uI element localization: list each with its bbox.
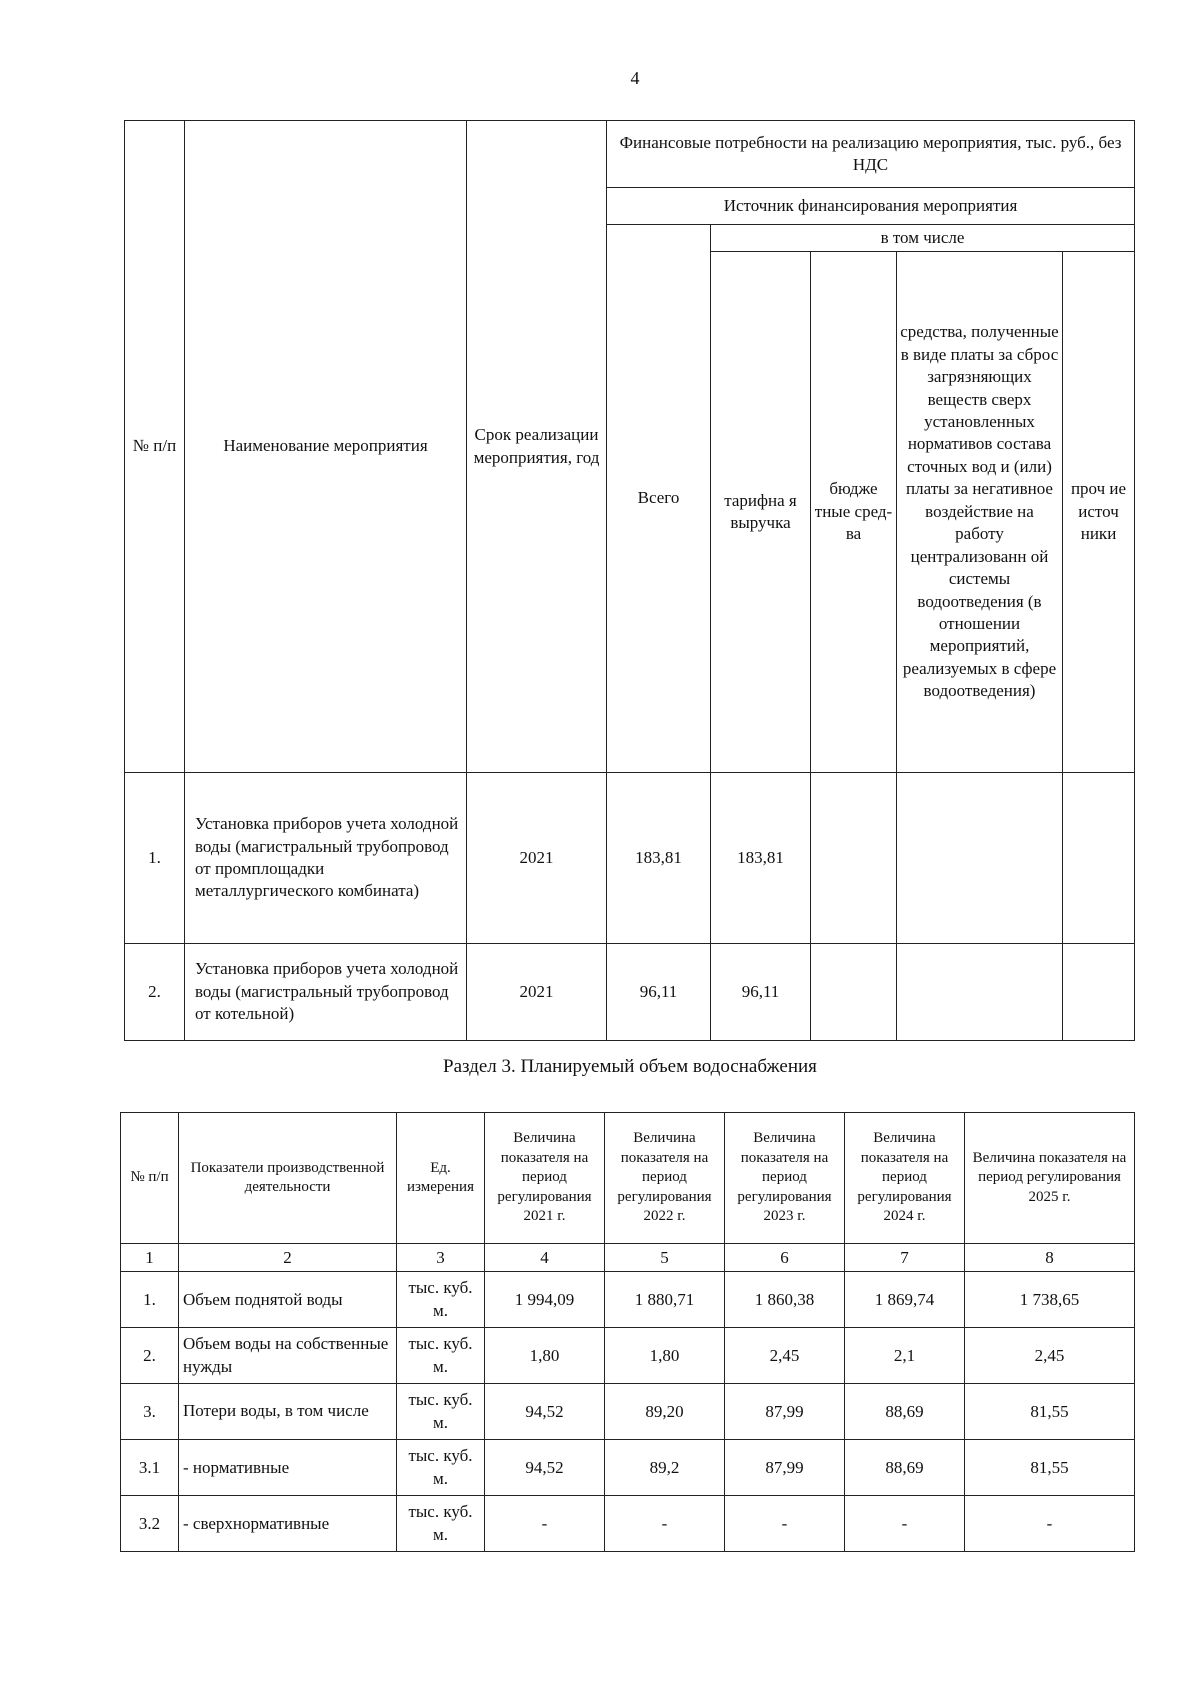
header-source: Источник финансирования мероприятия bbox=[607, 188, 1135, 225]
row-num: 3.2 bbox=[121, 1496, 179, 1552]
header-indicator: Показатели производственной деятельности bbox=[179, 1113, 397, 1244]
row-total: 183,81 bbox=[607, 773, 711, 944]
row-unit: тыс. куб. м. bbox=[397, 1328, 485, 1384]
header-unit: Ед. измерения bbox=[397, 1113, 485, 1244]
row-value-2024: - bbox=[845, 1496, 965, 1552]
row-value-2024: 88,69 bbox=[845, 1440, 965, 1496]
row-fees bbox=[897, 773, 1063, 944]
row-year: 2021 bbox=[467, 773, 607, 944]
row-name: Установка приборов учета холодной воды (магистральный трубопровод от котельной) bbox=[185, 944, 467, 1041]
row-value-2021: - bbox=[485, 1496, 605, 1552]
row-value-2021: 1,80 bbox=[485, 1328, 605, 1384]
row-value-2023: 87,99 bbox=[725, 1384, 845, 1440]
row-indicator: Объем поднятой воды bbox=[179, 1272, 397, 1328]
header-fees: средства, полученные в виде платы за сброс загрязняющих веществ сверх установленных нормативов состава сточных вод и (или) платы за негативное воздействие на работу централизованн ой системы водоотведения (в отношении мероприятий, реализуемых в сфере водоотведения) bbox=[897, 252, 1063, 773]
col-number: 2 bbox=[179, 1244, 397, 1272]
table-row bbox=[125, 944, 1135, 1041]
row-value-2023: 87,99 bbox=[725, 1440, 845, 1496]
row-unit: тыс. куб. м. bbox=[397, 1384, 485, 1440]
row-num: 1. bbox=[125, 773, 185, 944]
header-fin-needs: Финансовые потребности на реализацию мероприятия, тыс. руб., без НДС bbox=[607, 121, 1135, 188]
row-name: Установка приборов учета холодной воды (магистральный трубопровод от промплощадки металлургического комбината) bbox=[185, 773, 467, 944]
header-num: № п/п bbox=[125, 121, 185, 773]
row-indicator: - сверхнормативные bbox=[179, 1496, 397, 1552]
row-value-2021: 94,52 bbox=[485, 1384, 605, 1440]
row-value-2025: 81,55 bbox=[965, 1440, 1135, 1496]
col-number: 4 bbox=[485, 1244, 605, 1272]
row-value-2021: 1 994,09 bbox=[485, 1272, 605, 1328]
header-2025: Величина показателя на период регулирования 2025 г. bbox=[965, 1113, 1135, 1244]
row-value-2023: 2,45 bbox=[725, 1328, 845, 1384]
header-2024: Величина показателя на период регулирования 2024 г. bbox=[845, 1113, 965, 1244]
header-period: Срок реализации мероприятия, год bbox=[467, 121, 607, 773]
col-number: 3 bbox=[397, 1244, 485, 1272]
row-num: 3. bbox=[121, 1384, 179, 1440]
row-budget bbox=[811, 773, 897, 944]
row-num: 1. bbox=[121, 1272, 179, 1328]
header-tariff: тарифна я выручка bbox=[711, 252, 811, 773]
row-tariff: 183,81 bbox=[711, 773, 811, 944]
row-unit: тыс. куб. м. bbox=[397, 1440, 485, 1496]
header-total: Всего bbox=[607, 225, 711, 773]
header-including: в том числе bbox=[711, 225, 1135, 252]
table-row bbox=[121, 1272, 1135, 1328]
header-2023: Величина показателя на период регулирования 2023 г. bbox=[725, 1113, 845, 1244]
table-row bbox=[125, 773, 1135, 944]
row-num: 2. bbox=[121, 1328, 179, 1384]
header-name: Наименование мероприятия bbox=[185, 121, 467, 773]
header-2022: Величина показателя на период регулирования 2022 г. bbox=[605, 1113, 725, 1244]
page-number: 4 bbox=[630, 68, 640, 88]
row-indicator: - нормативные bbox=[179, 1440, 397, 1496]
row-total: 96,11 bbox=[607, 944, 711, 1041]
row-value-2023: - bbox=[725, 1496, 845, 1552]
row-value-2023: 1 860,38 bbox=[725, 1272, 845, 1328]
header-2021: Величина показателя на период регулирования 2021 г. bbox=[485, 1113, 605, 1244]
table-row bbox=[121, 1440, 1135, 1496]
row-num: 3.1 bbox=[121, 1440, 179, 1496]
row-value-2024: 1 869,74 bbox=[845, 1272, 965, 1328]
row-indicator: Объем воды на собственные нужды bbox=[179, 1328, 397, 1384]
col-number: 1 bbox=[121, 1244, 179, 1272]
header-budget: бюдже тные сред-ва bbox=[811, 252, 897, 773]
section-title: Раздел 3. Планируемый объем водоснабжения bbox=[443, 1056, 817, 1077]
row-budget bbox=[811, 944, 897, 1041]
row-value-2022: - bbox=[605, 1496, 725, 1552]
row-value-2022: 89,20 bbox=[605, 1384, 725, 1440]
col-number: 7 bbox=[845, 1244, 965, 1272]
row-tariff: 96,11 bbox=[711, 944, 811, 1041]
row-value-2025: 81,55 bbox=[965, 1384, 1135, 1440]
row-value-2022: 89,2 bbox=[605, 1440, 725, 1496]
row-value-2025: - bbox=[965, 1496, 1135, 1552]
row-value-2024: 2,1 bbox=[845, 1328, 965, 1384]
row-year: 2021 bbox=[467, 944, 607, 1041]
row-value-2021: 94,52 bbox=[485, 1440, 605, 1496]
row-value-2025: 1 738,65 bbox=[965, 1272, 1135, 1328]
row-num: 2. bbox=[125, 944, 185, 1041]
col-number: 8 bbox=[965, 1244, 1135, 1272]
row-other bbox=[1063, 944, 1135, 1041]
row-indicator: Потери воды, в том числе bbox=[179, 1384, 397, 1440]
financing-table bbox=[124, 120, 1135, 1041]
col-number: 6 bbox=[725, 1244, 845, 1272]
row-value-2022: 1 880,71 bbox=[605, 1272, 725, 1328]
row-value-2022: 1,80 bbox=[605, 1328, 725, 1384]
header-num: № п/п bbox=[121, 1113, 179, 1244]
row-unit: тыс. куб. м. bbox=[397, 1272, 485, 1328]
row-value-2024: 88,69 bbox=[845, 1384, 965, 1440]
row-fees bbox=[897, 944, 1063, 1041]
table-row bbox=[121, 1384, 1135, 1440]
row-unit: тыс. куб. м. bbox=[397, 1496, 485, 1552]
table-row bbox=[121, 1496, 1135, 1552]
header-other: проч ие источ ники bbox=[1063, 252, 1135, 773]
row-value-2025: 2,45 bbox=[965, 1328, 1135, 1384]
table-row bbox=[121, 1328, 1135, 1384]
col-number: 5 bbox=[605, 1244, 725, 1272]
row-other bbox=[1063, 773, 1135, 944]
water-supply-table bbox=[120, 1112, 1135, 1552]
